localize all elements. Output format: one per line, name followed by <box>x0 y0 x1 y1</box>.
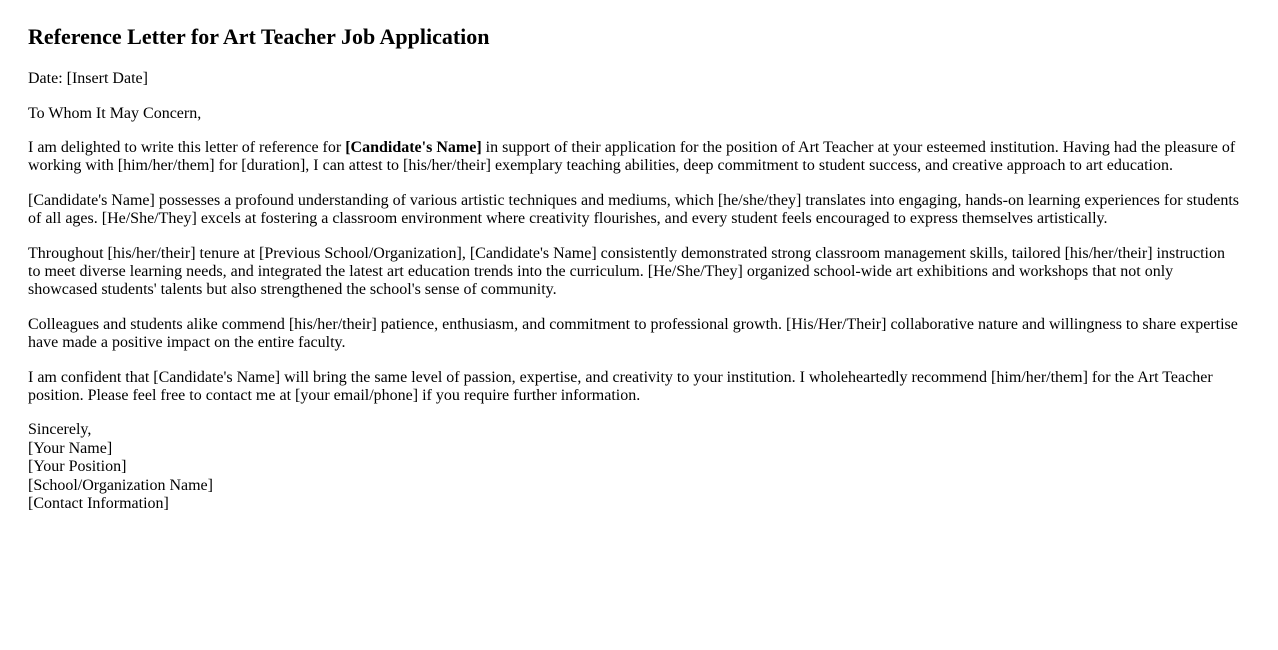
signature-line-contact: [Contact Information] <box>28 494 169 512</box>
paragraph-1-pre-text: I am delighted to write this letter of reference for <box>28 139 346 157</box>
body-paragraph-4: Colleagues and students alike commend [his/her/their] patience, enthusiasm, and commitment to professional growth. [His/Her/Their] collaborative nature and willingness to share expertise have made a positive impact on the entire faculty. <box>28 315 1238 352</box>
salutation: To Whom It May Concern, <box>28 104 202 122</box>
page-title: Reference Letter for Art Teacher Job Application <box>28 24 490 49</box>
body-paragraph-5: I am confident that [Candidate's Name] will bring the same level of passion, expertise, and creativity to your institution. I wholeheartedly recommend [him/her/them] for the Art Teacher position. Please feel free to contact me at [your email/phone] if you require further information. <box>28 368 1213 404</box>
body-paragraph-2: [Candidate's Name] possesses a profound understanding of various artistic techniques and mediums, which [he/she/they] translates into engaging, hands-on learning experiences for students of all ages. [He/She/They] excels at fostering a classroom environment where creativity flourishes, and every student feels encouraged to express themselves artistically. <box>28 191 1240 228</box>
closing-line: Sincerely, <box>28 421 92 439</box>
paragraph-1-post-text: in support of their application for the position of Art Teacher at your esteemed institution. Having had the pleasure of working with [him/her/them] for [duration], I can attest to [his/her/their] exemplary teaching abilities, deep commitment to student success, and creative approach to art education. <box>28 139 1236 175</box>
body-paragraph-1 <box>28 139 1240 176</box>
signature-block <box>28 421 1240 513</box>
candidate-name-placeholder-bold: [Candidate's Name] <box>345 139 482 157</box>
body-paragraph-3: Throughout [his/her/their] tenure at [Previous School/Organization], [Candidate's Name] consistently demonstrated strong classroom management skills, tailored [his/her/their] instruction to meet diverse learning needs, and integrated the latest art education trends into the curriculum. [He/She/They] organized school-wide art exhibitions and workshops that not only showcased students' talents but also strengthened the school's sense of community. <box>28 244 1225 299</box>
signature-line-name: [Your Name] <box>28 439 113 457</box>
date-line: Date: [Insert Date] <box>28 70 148 88</box>
signature-line-position: [Your Position] <box>28 458 127 476</box>
signature-line-organization: [School/Organization Name] <box>28 476 213 494</box>
